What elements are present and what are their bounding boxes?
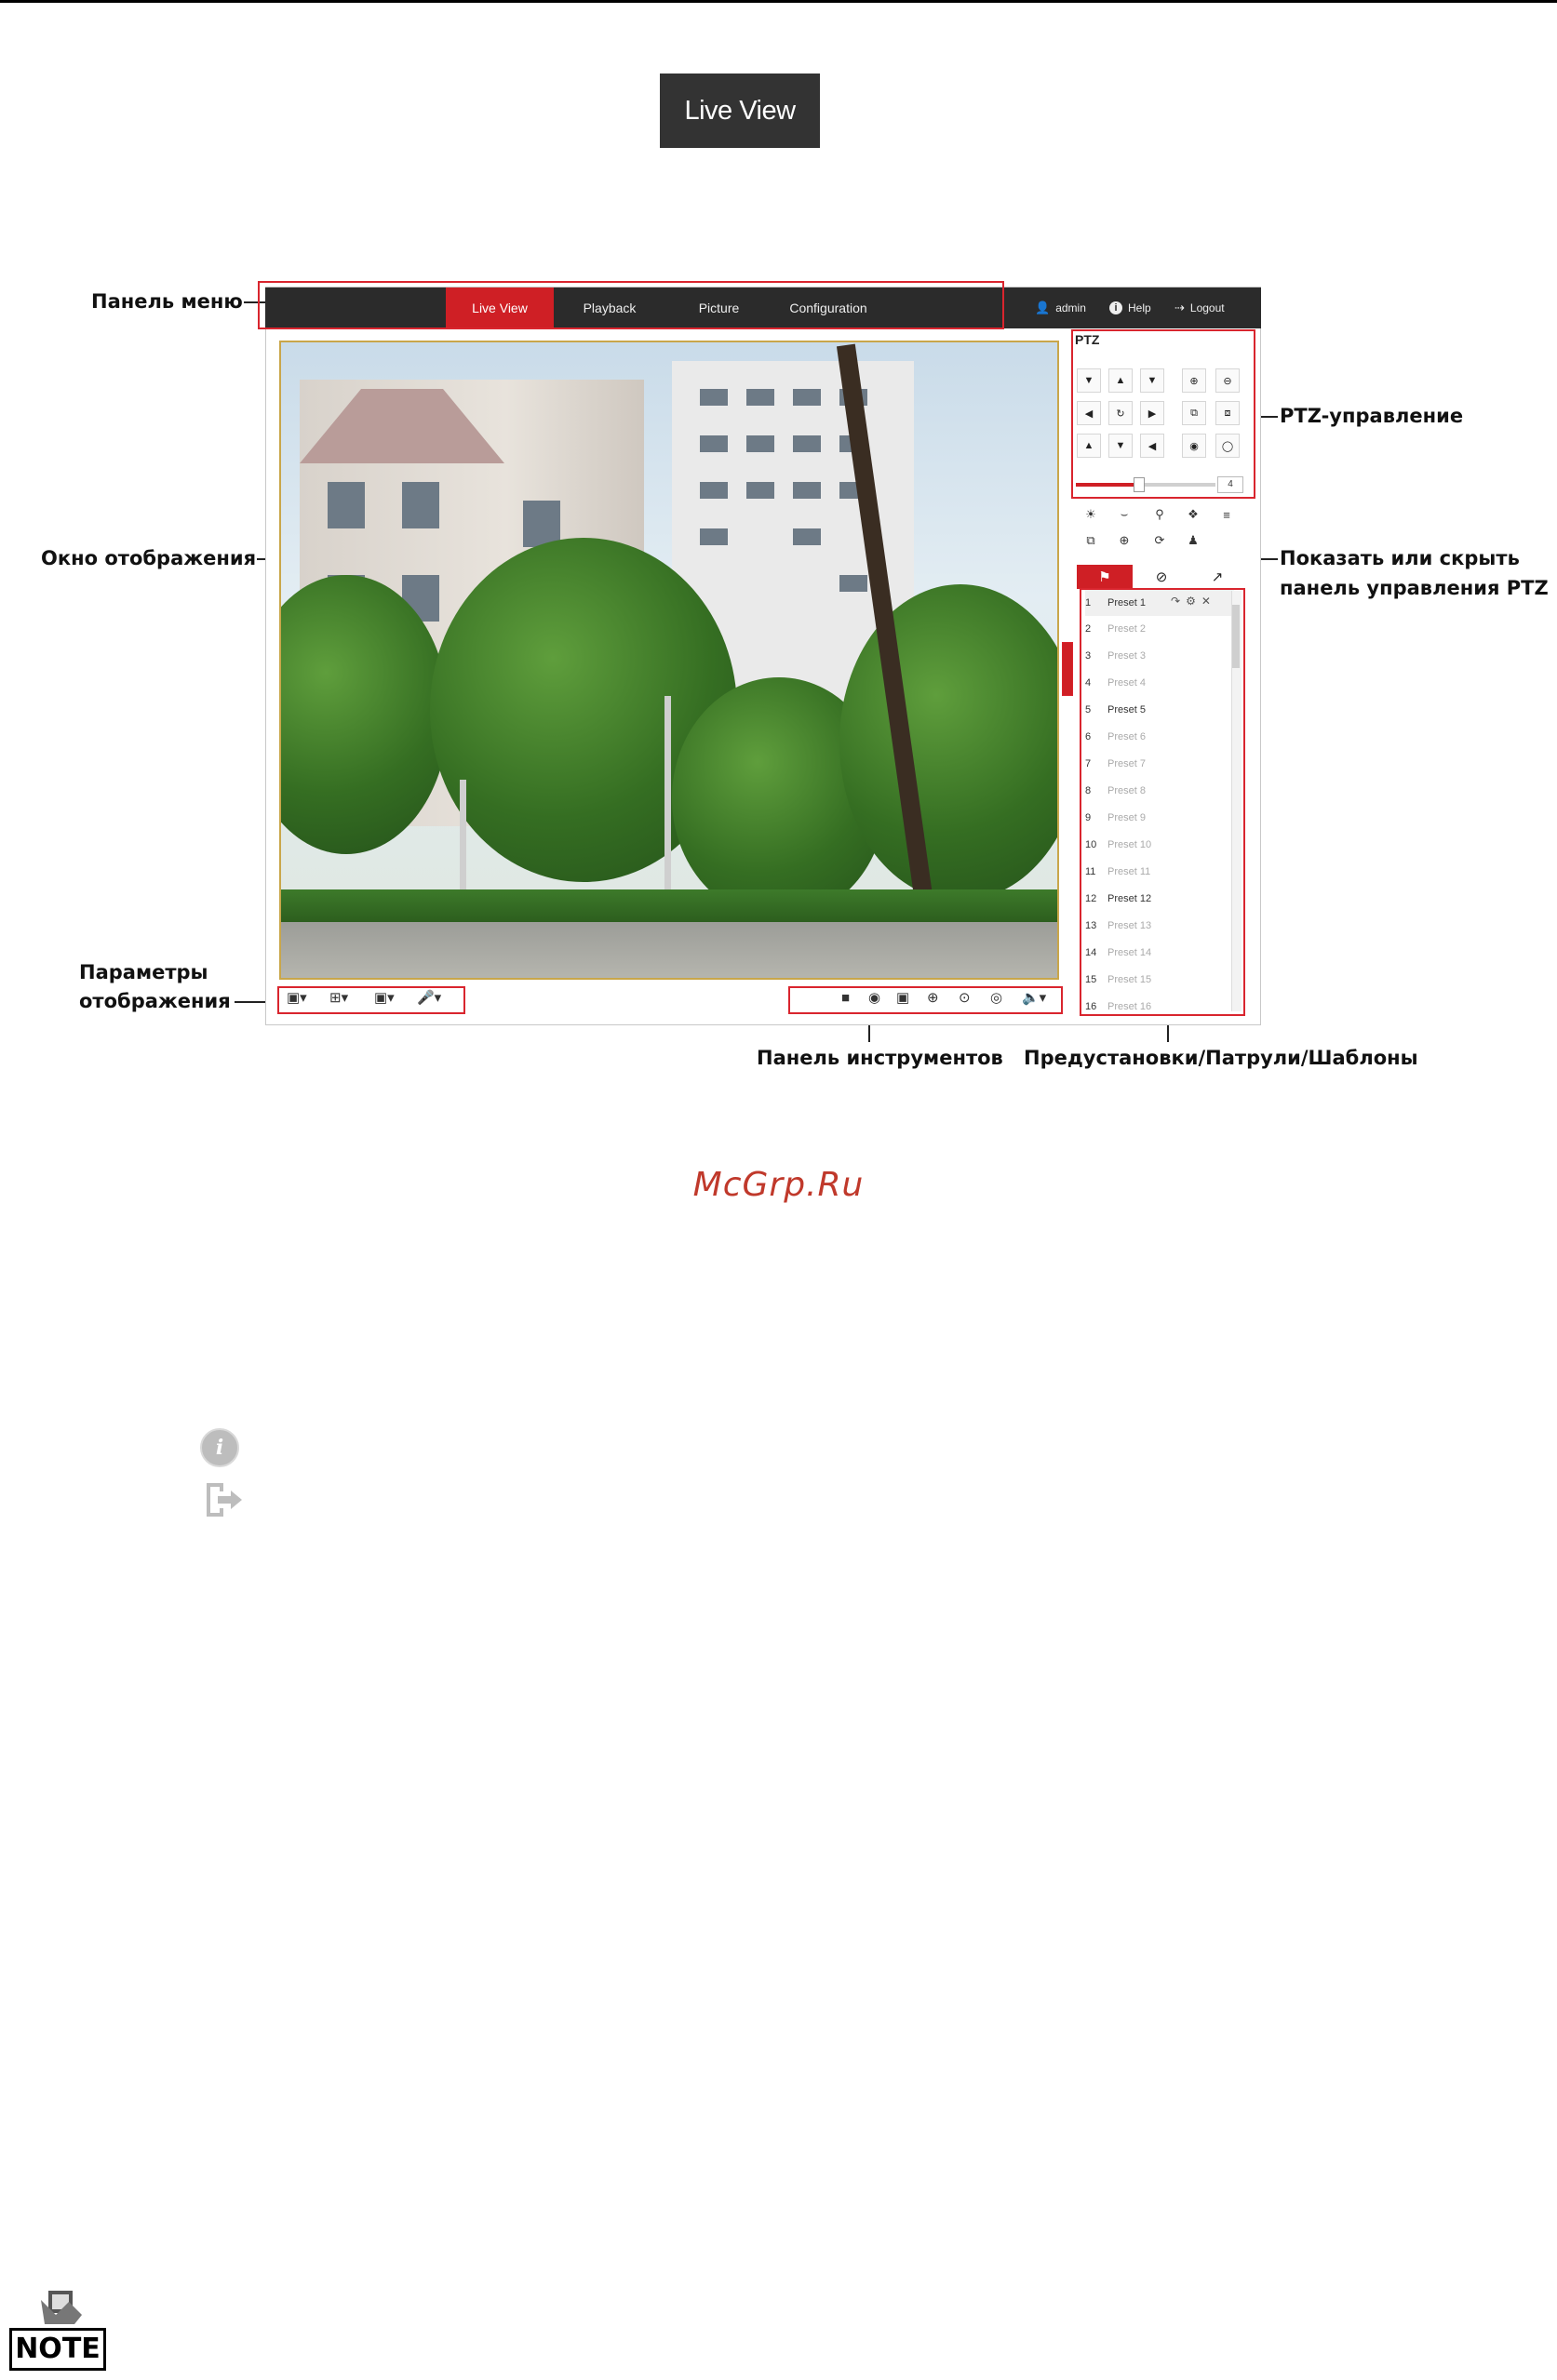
list-item[interactable]: 8 Preset 8 [1085,785,1146,796]
zoom-in-icon[interactable]: ⊕ [1182,368,1206,393]
toolbar-highlight [788,986,1063,1014]
ptz-control-highlight [1071,329,1255,499]
annotation-menu-bar: Панель меню [91,290,243,313]
pan-up-left-button[interactable]: ▼ [1077,368,1101,393]
info-icon: i [1109,301,1122,314]
focus-near-icon[interactable]: ⧉ [1182,401,1206,425]
audio-icon[interactable]: 🔈▾ [1022,990,1047,1006]
zoom-out-icon[interactable]: ⊖ [1215,368,1240,393]
manual-tracking-icon[interactable]: ⧉ [1086,533,1095,547]
stream-type-icon[interactable]: ⊞▾ [329,990,349,1006]
list-item[interactable]: 12 Preset 12 [1085,893,1152,904]
annotation-show-hide-ptz-1: Показать или скрыть [1280,547,1520,569]
list-item[interactable]: 10 Preset 10 [1085,839,1152,850]
ptz-panel-toggle[interactable] [1062,642,1073,696]
list-item[interactable]: 7 Preset 7 [1085,758,1146,769]
annotation-presets-patrols: Предустановки/Патрули/Шаблоны [1024,1047,1418,1069]
microphone-icon[interactable]: 🎤▾ [417,990,442,1006]
list-item[interactable]: 1 Preset 1 [1085,590,1234,616]
presets-highlight [1080,588,1245,1016]
live-video-window[interactable] [279,341,1059,980]
plugin-type-icon[interactable]: ▣▾ [374,990,395,1006]
light-icon[interactable]: ☀ [1085,507,1096,521]
note-label: NOTE [9,2328,106,2371]
menu-bar-highlight [258,281,1004,329]
help-label: Help [1128,301,1151,314]
list-item[interactable]: 16 Preset 16 [1085,1001,1152,1012]
logout-icon: ⇢ [1174,301,1185,314]
pan-up-button[interactable]: ▲ [1108,368,1133,393]
display-params-highlight [277,986,465,1014]
logout-label: Logout [1189,301,1225,314]
list-item[interactable]: 2 Preset 2 [1085,623,1146,635]
delete-preset-icon[interactable]: ✕ [1201,595,1216,608]
window-ratio-icon[interactable]: ▣▾ [287,990,307,1006]
patrol-icon[interactable]: ⊘ [1155,569,1168,585]
user-icon: 👤 [1035,301,1051,314]
regional-exposure-icon[interactable]: ◎ [990,990,1003,1006]
help-icon: i [200,1428,239,1467]
help-link[interactable] [1109,287,1151,328]
video-hedge [281,889,1057,927]
list-item[interactable]: 11 Preset 11 [1085,866,1151,877]
logout-link[interactable] [1174,287,1225,328]
focus-assist-icon[interactable]: ⚲ [1155,507,1164,521]
page-top-rule [0,0,1557,3]
pan-down-right-button[interactable]: ◀ [1140,434,1164,458]
video-street-pole [664,696,671,919]
record-icon[interactable]: ▣ [896,990,910,1006]
pan-down-button[interactable]: ▼ [1108,434,1133,458]
digital-zoom-icon[interactable]: ⊕ [927,990,939,1006]
list-item[interactable]: 14 Preset 14 [1085,947,1152,958]
focus-far-icon[interactable]: ⧈ [1215,401,1240,425]
pan-up-right-button[interactable]: ▼ [1140,368,1164,393]
list-item[interactable]: 6 Preset 6 [1085,731,1146,742]
park-icon[interactable]: ♟ [1188,533,1199,547]
video-road [281,922,1057,978]
live-view-button-sample: Live View [660,74,820,148]
annotation-display-params-1: Параметры [79,961,208,983]
list-item[interactable]: 3 Preset 3 [1085,650,1146,662]
pan-left-button[interactable]: ◀ [1077,401,1101,425]
annotation-show-hide-ptz-2: панель управления PTZ [1280,577,1549,599]
regional-focus-icon[interactable]: ⊙ [959,990,971,1006]
ptz-speed-value: 4 [1217,476,1243,493]
call-preset-icon[interactable]: ↷ [1171,595,1187,608]
3d-zoom-icon[interactable]: ⊕ [1119,533,1130,547]
annotation-display-params-2: отображения [79,990,231,1012]
iris-open-icon[interactable]: ◉ [1182,434,1206,458]
iris-close-icon[interactable]: ◯ [1215,434,1240,458]
tab-picture[interactable]: Picture [698,301,740,315]
username: admin [1055,301,1086,314]
list-item[interactable]: 15 Preset 15 [1085,974,1152,985]
auto-pan-button[interactable]: ↻ [1108,401,1133,425]
wiper-icon[interactable]: ⌣ [1120,507,1129,521]
list-item[interactable]: 5 Preset 5 [1085,704,1146,715]
menu-icon[interactable]: ≡ [1223,507,1230,522]
tab-playback[interactable]: Playback [583,301,637,315]
list-item[interactable]: 4 Preset 4 [1085,677,1146,689]
lens-init-icon[interactable]: ❖ [1188,507,1199,521]
pan-right-button[interactable]: ▶ [1140,401,1164,425]
logout-icon [203,1480,246,1519]
tab-live-view[interactable]: Live View [446,287,554,328]
list-item[interactable]: 13 Preset 13 [1085,920,1152,931]
annotation-display-window: Окно отображения [41,547,257,569]
list-item[interactable]: 9 Preset 9 [1085,812,1146,823]
stop-icon[interactable]: ■ [841,990,851,1006]
set-preset-icon[interactable]: ⚙ [1186,595,1201,608]
annotation-toolbar: Панель инструментов [757,1047,1003,1069]
preset-flag-icon[interactable]: ⚑ [1077,565,1133,589]
capture-icon[interactable]: ◉ [868,990,881,1006]
watermark: McGrp.Ru [692,1166,865,1204]
pattern-icon[interactable]: ↗ [1211,569,1224,585]
pan-down-left-button[interactable]: ▲ [1077,434,1101,458]
ptz-title: PTZ [1075,332,1100,347]
annotation-ptz-control: PTZ-управление [1280,405,1464,427]
user-menu[interactable] [1035,287,1086,328]
tab-configuration[interactable]: Configuration [789,301,867,315]
one-touch-patrol-icon[interactable]: ⟳ [1154,533,1165,547]
